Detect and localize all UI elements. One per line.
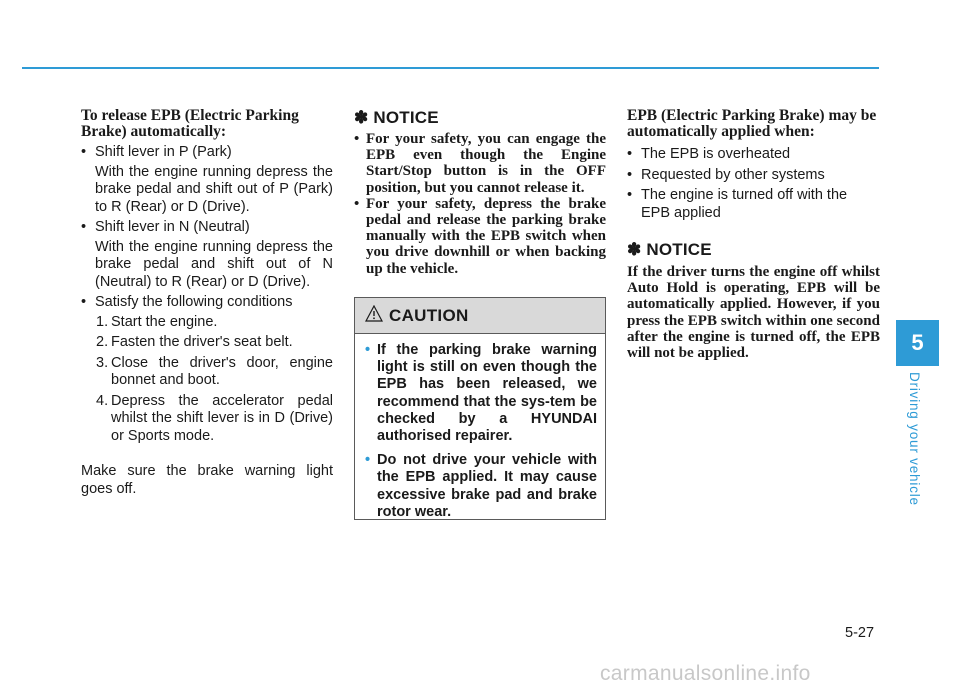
chapter-title: Driving your vehicle xyxy=(907,372,922,506)
section-heading: To release EPB (Electric Parking Brake) automatically: xyxy=(81,107,299,140)
chapter-tab: 5 xyxy=(896,320,939,366)
step-text: Start the engine. xyxy=(111,313,218,330)
caution-header xyxy=(355,298,605,334)
step-number: 4. xyxy=(96,392,109,409)
bullet-text: The EPB is overheated xyxy=(641,146,791,162)
column-right xyxy=(627,108,880,361)
caution-text: If the parking brake warning light is still on even though the EPB has been released, we recommend that the sys-tem be checked by a HYUNDAI authorised repairer. xyxy=(377,342,597,445)
notice-title: ✽ NOTICE xyxy=(354,108,439,127)
bullet-icon: • xyxy=(627,187,633,203)
step-number: 1. xyxy=(96,313,109,330)
step-text: Fasten the driver's seat belt. xyxy=(111,334,293,350)
list-item xyxy=(81,219,333,237)
bullet-text: Shift lever in P (Park) xyxy=(95,144,232,160)
bullet-icon: • xyxy=(354,195,360,212)
closing-paragraph: Make sure the brake warning light goes off. xyxy=(81,463,333,497)
caution-item xyxy=(355,342,605,445)
bullet-icon: • xyxy=(365,452,371,469)
step-number: 3. xyxy=(96,354,109,371)
step-item xyxy=(81,314,333,332)
step-item xyxy=(81,355,333,390)
caution-text: Do not drive your vehicle with the EPB applied. It may cause excessive brake pad and brake rotor wear. xyxy=(377,452,597,520)
bullet-icon: • xyxy=(81,144,87,160)
bullet-text: Satisfy the following conditions xyxy=(95,294,293,310)
section-heading: EPB (Electric Parking Brake) may be automatically applied when: xyxy=(627,107,877,140)
caution-label: CAUTION xyxy=(389,306,469,325)
column-left xyxy=(81,108,333,498)
step-item xyxy=(81,393,333,446)
bullet-icon: • xyxy=(627,146,633,162)
list-item xyxy=(81,144,333,162)
bullet-text: Shift lever in N (Neutral) xyxy=(95,219,250,235)
bullet-text: Requested by other systems xyxy=(641,166,825,183)
list-item xyxy=(627,167,880,185)
step-item xyxy=(81,334,333,352)
step-number: 2. xyxy=(96,334,109,350)
warning-triangle-icon xyxy=(365,305,383,327)
notice-item xyxy=(354,196,606,277)
caution-item xyxy=(355,452,605,521)
notice-text: For your safety, depress the brake pedal and release the parking brake manually with the EPB switch when you drive downhill or when backing up the vehicle. xyxy=(366,195,606,277)
list-item xyxy=(81,294,333,312)
bullet-icon: • xyxy=(354,131,360,147)
item-detail: With the engine running depress the brake pedal and shift out of N (Neutral) to R (Rear) or D (Drive). xyxy=(95,238,333,290)
item-detail: With the engine running depress the brake pedal and shift out of P (Park) to R (Rear) or D (Drive). xyxy=(95,163,333,215)
list-item xyxy=(627,146,880,164)
bullet-icon: • xyxy=(81,219,87,235)
header-rule xyxy=(22,67,879,69)
bullet-icon: • xyxy=(365,342,371,358)
notice-title: ✽ NOTICE xyxy=(627,240,712,259)
step-text: Depress the accelerator pedal whilst the shift lever is in D (Drive) or Sports mode. xyxy=(111,392,333,444)
page-number: 5-27 xyxy=(845,625,875,641)
caution-box xyxy=(354,297,606,520)
list-item xyxy=(627,187,880,222)
watermark: carmanualsonline.info xyxy=(600,662,811,685)
step-text: Close the driver's door, engine bonnet and boot. xyxy=(111,354,333,388)
bullet-text: The engine is turned off with the EPB applied xyxy=(641,187,848,221)
bullet-icon: • xyxy=(81,294,87,310)
notice-text: For your safety, you can engage the EPB even though the Engine Start/Stop button is in the OFF position, but you cannot release it. xyxy=(366,131,606,196)
column-middle xyxy=(354,108,606,277)
notice-text: If the driver turns the engine off whilst Auto Hold is operating, EPB will be automatically applied. However, if you press the EPB switch within one second after the engine is turned off, the EPB will not be applied. xyxy=(627,264,880,362)
bullet-icon: • xyxy=(627,166,633,183)
notice-item xyxy=(354,131,606,196)
